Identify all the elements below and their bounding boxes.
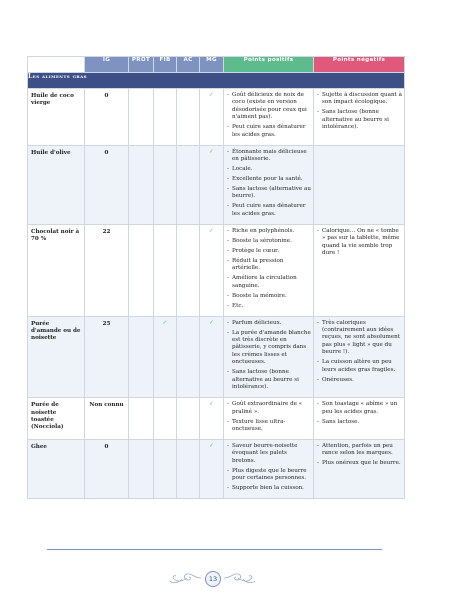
food-name: Purée d'amande ou de noisette [28, 316, 85, 397]
prot-cell [129, 398, 154, 440]
positives-cell [224, 224, 314, 316]
table-header [28, 57, 405, 73]
table-row [28, 224, 405, 316]
ig-value: 0 [85, 145, 129, 224]
ig-value: 0 [85, 439, 129, 498]
prot-cell [129, 316, 154, 397]
negative-point: - Sans lactose. [316, 419, 402, 426]
negatives-cell [314, 224, 405, 316]
mg-cell [200, 439, 224, 498]
checkmark-icon: ✓ [209, 148, 214, 155]
positive-point: - Améliore la circulation sanguine. [226, 275, 311, 290]
mg-cell [200, 145, 224, 224]
table-row [28, 439, 405, 498]
positives-cell [224, 398, 314, 440]
positive-point: - Locale. [226, 166, 311, 173]
header-fib: FIB [154, 57, 177, 73]
fib-cell [154, 145, 177, 224]
header-prot: PROT [129, 57, 154, 73]
header-ig: IG [85, 57, 129, 73]
negative-point: - Sujette à discussion quant à son impact écologique. [316, 92, 402, 107]
header-positives: Points positifs [224, 57, 314, 73]
mg-cell [200, 316, 224, 397]
ig-value: 0 [85, 89, 129, 146]
negative-point: - Onéreuses. [316, 377, 402, 384]
fib-cell [154, 439, 177, 498]
positive-point: - Booste la mémoire. [226, 293, 311, 300]
fib-cell [154, 398, 177, 440]
positive-point: - Goût extraordinaire de « praliné ». [226, 401, 311, 416]
negative-point: - Plus onéreux que le beurre. [316, 460, 402, 467]
mg-cell [200, 224, 224, 316]
positive-point: - Peut cuire sans dénaturer les acides gras. [226, 203, 311, 218]
positive-point: - Booste la sérotonine. [226, 238, 311, 245]
ig-value: Non connu [85, 398, 129, 440]
header-ac: AC [177, 57, 200, 73]
negatives-cell [314, 398, 405, 440]
positive-point: - Peut cuire sans dénaturer les acides gras. [226, 124, 311, 139]
left-flourish-icon [168, 570, 202, 586]
table-row [28, 398, 405, 440]
ac-cell [177, 398, 200, 440]
positive-point: - Sans lactose (bonne alternative au beurre si intolérance). [226, 369, 311, 391]
positives-cell [224, 439, 314, 498]
negative-point: - Attention, parfois un peu rance selon les marques. [316, 443, 402, 458]
ac-cell [177, 224, 200, 316]
checkmark-icon: ✓ [209, 227, 214, 234]
mg-cell [200, 398, 224, 440]
food-name: Huile de coco vierge [28, 89, 85, 146]
prot-cell [129, 89, 154, 146]
food-name: Chocolat noir à 70 % [28, 224, 85, 316]
negatives-cell [314, 439, 405, 498]
positive-point: - Étonnante mais délicieuse en pâtisserie. [226, 149, 311, 164]
ac-cell [177, 439, 200, 498]
positives-cell [224, 316, 314, 397]
positive-point: - Goût délicieux de noix de coco (existe en version désodorisée pour ceux qui n'aiment pas). [226, 92, 311, 122]
positive-point: - Réduit la pression artérielle. [226, 258, 311, 273]
header-blank [28, 57, 85, 73]
prot-cell [129, 224, 154, 316]
checkmark-icon: ✓ [209, 401, 214, 408]
prot-cell [129, 439, 154, 498]
negatives-cell [314, 145, 405, 224]
ac-cell [177, 89, 200, 146]
positive-point: - Texture lisse ultra-onctueuse. [226, 419, 311, 434]
negative-point: - Son toastage « abîme » un peu les acides gras. [316, 401, 402, 416]
table-row [28, 316, 405, 397]
mg-cell [200, 89, 224, 146]
positive-point: - Etc. [226, 303, 311, 310]
table-row [28, 145, 405, 224]
positive-point: - La purée d'amande blanche est très discrète en pâtisserie, y compris dans les crèmes lisses et onctueuses. [226, 330, 311, 367]
positive-point: - Saveur beurre-noisette évoquant les palets bretons. [226, 443, 311, 465]
prot-cell [129, 145, 154, 224]
positive-point: - Excellente pour la santé. [226, 176, 311, 183]
positive-point: - Supporte bien la cuisson. [226, 485, 311, 492]
negatives-cell [314, 316, 405, 397]
positive-point: - Parfum délicieux. [226, 320, 311, 327]
positive-point: - Sans lactose (alternative au beurre). [226, 186, 311, 201]
footer-divider [47, 549, 382, 550]
nutrition-table [27, 56, 405, 499]
ac-cell [177, 316, 200, 397]
positives-cell [224, 145, 314, 224]
checkmark-icon: ✓ [209, 92, 214, 98]
ig-value: 25 [85, 316, 129, 397]
negatives-cell [314, 89, 405, 146]
positive-point: - Protège le cœur. [226, 248, 311, 255]
negative-point: - Calorique… On ne « tombe » pas sur la tablette, même quand la vie semble trop dure ! [316, 228, 402, 258]
checkmark-icon: ✓ [209, 442, 214, 449]
page-number: 13 [205, 571, 221, 587]
checkmark-icon: ✓ [209, 319, 214, 326]
food-name: Purée de noisette toastée (Nocciola) [28, 398, 85, 440]
right-flourish-icon [223, 570, 257, 586]
ig-value: 22 [85, 224, 129, 316]
negative-point: - Sans lactose (bonne alternative au beurre si intolérance). [316, 109, 402, 131]
ac-cell [177, 145, 200, 224]
negative-point: - La cuisson altère un peu leurs acides gras fragiles. [316, 359, 402, 374]
table-row [28, 89, 405, 146]
negative-point: - Très caloriques (contrairement aux idées reçues, ne sont absolument pas plus « light » que du beurre !). [316, 320, 402, 357]
positives-cell [224, 89, 314, 146]
positive-point: - Plus digeste que le beurre pour certaines personnes. [226, 468, 311, 483]
section-title: Les aliments gras [28, 73, 405, 89]
food-name: Huile d'olive [28, 145, 85, 224]
header-mg: MG [200, 57, 224, 73]
fib-cell [154, 89, 177, 146]
section-row [28, 73, 405, 89]
fib-cell [154, 224, 177, 316]
checkmark-icon: ✓ [162, 319, 168, 326]
header-negatives: Points négatifs [314, 57, 405, 73]
fib-cell [154, 316, 177, 397]
food-name: Ghee [28, 439, 85, 498]
positive-point: - Riche en polyphénols. [226, 228, 311, 235]
